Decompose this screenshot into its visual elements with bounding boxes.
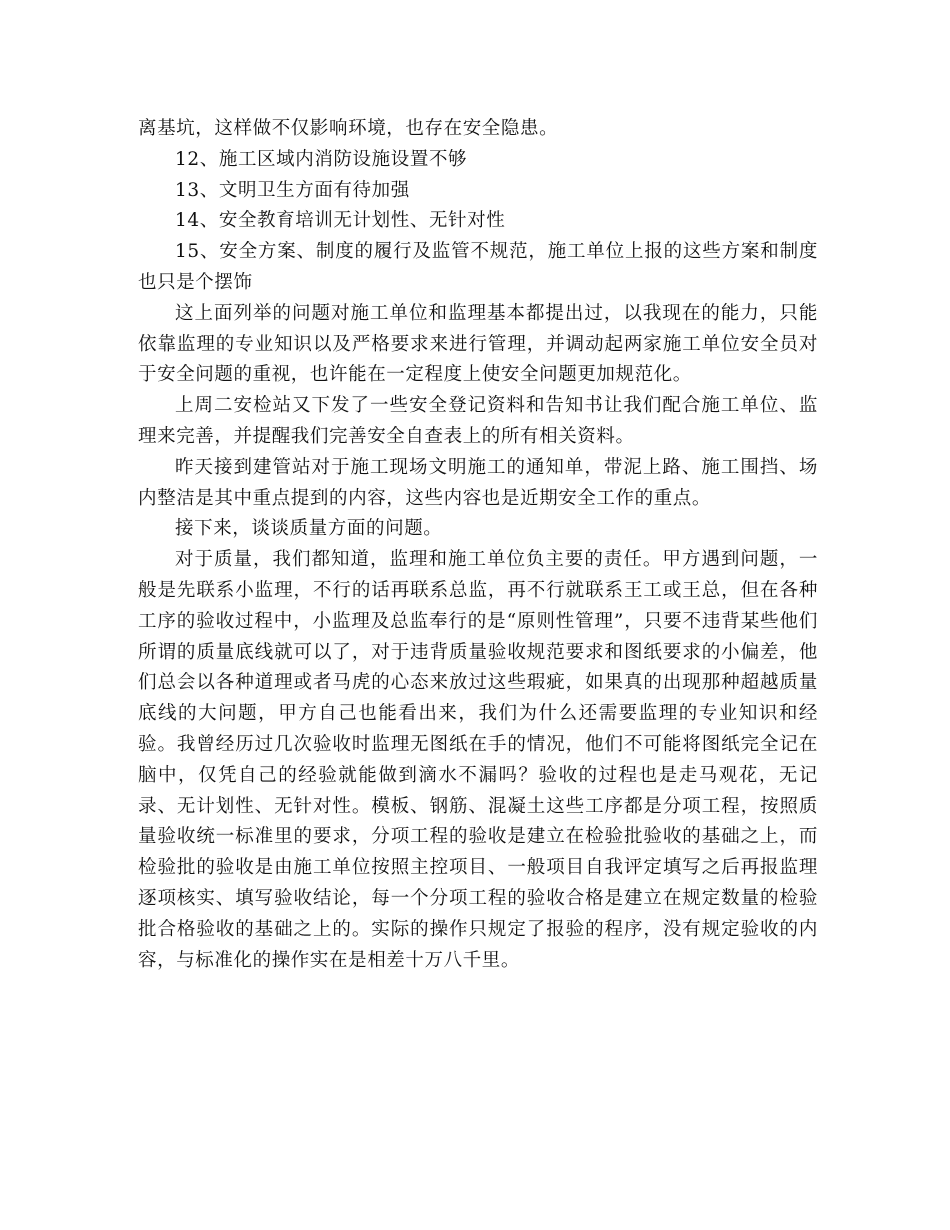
list-item-15: 15、安全方案、制度的履行及监管不规范，施工单位上报的这些方案和制度也只是个摆饰 [138, 241, 818, 293]
paragraph-safety-station: 上周二安检站又下发了一些安全登记资料和告知书让我们配合施工单位、监理来完善，并提醒我们完善安全自查表上的所有相关资料。 [138, 395, 818, 447]
paragraph-quality-intro: 接下来，谈谈质量方面的问题。 [175, 518, 443, 540]
paragraph-quality-issues: 对于质量，我们都知道，监理和施工单位负主要的责任。甲方遇到问题，一般是先联系小监理，不行的话再联系总监，再不行就联系王工或王总，但在各种工序的验收过程中，小监理及总监奉行的是“原则性管理”，只要不违背某些他们所谓的质量底线就可以了，对于违背质量验收规范要求和图纸要求的小偏差，他们总会以各种道理或者马虎的心态来放过这些瑕疵，如果真的出现那种超越质量底线的大问题，甲方自己也能看出来，我们为什么还需要监理的专业知识和经验。我曾经历过几次验收时监理无图纸在手的情况，他们不可能将图纸完全记在脑中，仅凭自己的经验就能做到滴水不漏吗？验收的过程也是走马观花，无记录、无计划性、无针对性。模板、钢筋、混凝土这些工序都是分项工程，按照质量验收统一标准里的要求，分项工程的验收是建立在检验批验收的基础之上，而检验批的验收是由施工单位按照主控项目、一般项目自我评定填写之后再报监理逐项核实、填写验收结论，每一个分项工程的验收合格是建立在规定数量的检验批合格验收的基础之上的。实际的操作只规定了报验的程序，没有规定验收的内容，与标准化的操作实在是相差十万八千里。 [138, 549, 818, 971]
document-body [138, 114, 818, 976]
paragraph-continuation: 离基坑，这样做不仅影响环境，也存在安全隐患。 [138, 118, 559, 139]
paragraph-civilized-construction: 昨天接到建管站对于施工现场文明施工的通知单，带泥上路、施工围挡、场内整洁是其中重点提到的内容，这些内容也是近期安全工作的重点。 [138, 456, 818, 509]
list-item-12: 12、施工区域内消防设施设置不够 [175, 148, 468, 170]
paragraph-safety-summary: 这上面列举的问题对施工单位和监理基本都提出过，以我现在的能力，只能依靠监理的专业知识以及严格要求来进行管理，并调动起两家施工单位安全员对于安全问题的重视，也许能在一定程度上使安全问题更加规范化。 [138, 302, 818, 386]
list-item-13: 13、文明卫生方面有待加强 [175, 179, 410, 201]
list-item-14: 14、安全教育培训无计划性、无针对性 [175, 210, 506, 232]
